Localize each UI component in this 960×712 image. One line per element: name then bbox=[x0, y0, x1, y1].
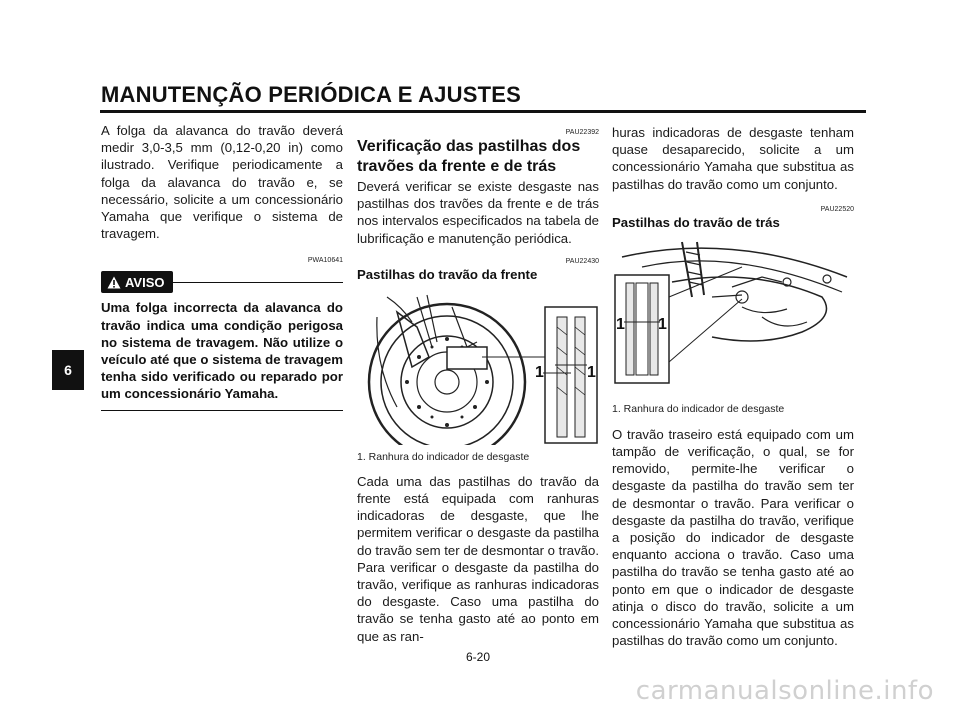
warning-end-rule bbox=[101, 410, 343, 412]
watermark-text[interactable]: carmanualsonline.info bbox=[635, 676, 934, 706]
front-brake-figure bbox=[357, 287, 599, 445]
front-pads-code: PAU22430 bbox=[565, 257, 599, 265]
warning-badge bbox=[101, 271, 173, 293]
warning-triangle-icon bbox=[107, 276, 121, 289]
front-pads-title: Pastilhas do travão da frente bbox=[357, 266, 538, 282]
front-callout-right: 1 bbox=[587, 363, 596, 381]
column-right bbox=[612, 122, 854, 649]
front-callout-left: 1 bbox=[535, 363, 544, 381]
rear-pads-text: O travão traseiro está equipado com um tampão de verificação, o qual, se for removido, permite-lhe verificar o desgaste da pastilha do travão sem ter de desmontar o travão. Para verificar o desgaste da pastilha do travão, verifique a posição do indicador de desgaste enquanto acciona o travão. Caso uma pastilha do travão se tenha gasto até ao ponto em que o indicador de desgaste atinja o disco do travão, solicite a um concessionário Yamaha que substitua as pastilhas do travão como um conjunto. bbox=[612, 426, 854, 649]
brake-lever-play-text: A folga da alavanca do travão deverá medir 3,0-3,5 mm (0,12-0,20 in) como ilustrado. Verifique periodicamente a folga da alavanca do travão e, se necessário, solicite a um concessionário Yamaha que verifique o sistema de travagem. bbox=[101, 123, 343, 242]
rear-brake-figure bbox=[612, 237, 854, 395]
front-figure-caption: 1. Ranhura do indicador de desgaste bbox=[357, 450, 530, 463]
warning-code: PWA10641 bbox=[307, 257, 343, 265]
warning-text: Uma folga incorrecta da alavanca do travão indica uma condição perigosa no sistema de travagem. Não utilize o veículo até que o sistema de travagem tenha sido verificado ou reparado por um concessionário Yamaha. bbox=[101, 300, 343, 402]
rear-callout-right: 1 bbox=[658, 315, 667, 333]
page-header-title: MANUTENÇÃO PERIÓDICA E AJUSTES bbox=[101, 82, 521, 107]
section-code: PAU22392 bbox=[565, 129, 599, 136]
front-pads-text: Cada uma das pastilhas do travão da frente está equipada com ranhuras indicadoras de desgaste, que lhe permitem verificar o desgaste da pastilha do travão sem ter de desmontar o travão. Para verificar o desgaste da pastilha do travão, verifique as ranhuras indicadoras do desgaste. Caso uma pastilha do travão se tenha gasto até ao ponto em que as ran- bbox=[357, 473, 599, 644]
page-number: 6-20 bbox=[466, 650, 491, 664]
rear-figure-caption: 1. Ranhura do indicador de desgaste bbox=[612, 402, 785, 415]
warning-rule bbox=[173, 282, 344, 284]
column-left bbox=[101, 122, 343, 411]
column-middle bbox=[357, 122, 599, 645]
warning-label: AVISO bbox=[125, 274, 165, 290]
front-pads-continued-text: huras indicadoras de desgaste tenham quase desaparecido, solicite a um concessionário Yamaha que substitua as pastilhas do travão como um conjunto. bbox=[612, 125, 854, 192]
header-rule bbox=[100, 110, 866, 113]
rear-pads-code: PAU22520 bbox=[820, 205, 854, 213]
warning-header bbox=[101, 271, 343, 293]
rear-callout-left: 1 bbox=[616, 315, 625, 333]
section-intro-text: Deverá verificar se existe desgaste nas pastilhas dos travões da frente e de trás nos intervalos especificados na tabela de lubrificação e manutenção periódica. bbox=[357, 179, 599, 246]
section-title: Verificação das pastilhas dos travões da frente e de trás bbox=[357, 138, 581, 175]
chapter-tab[interactable]: 6 bbox=[52, 350, 84, 390]
rear-pads-title: Pastilhas do travão de trás bbox=[612, 214, 780, 230]
